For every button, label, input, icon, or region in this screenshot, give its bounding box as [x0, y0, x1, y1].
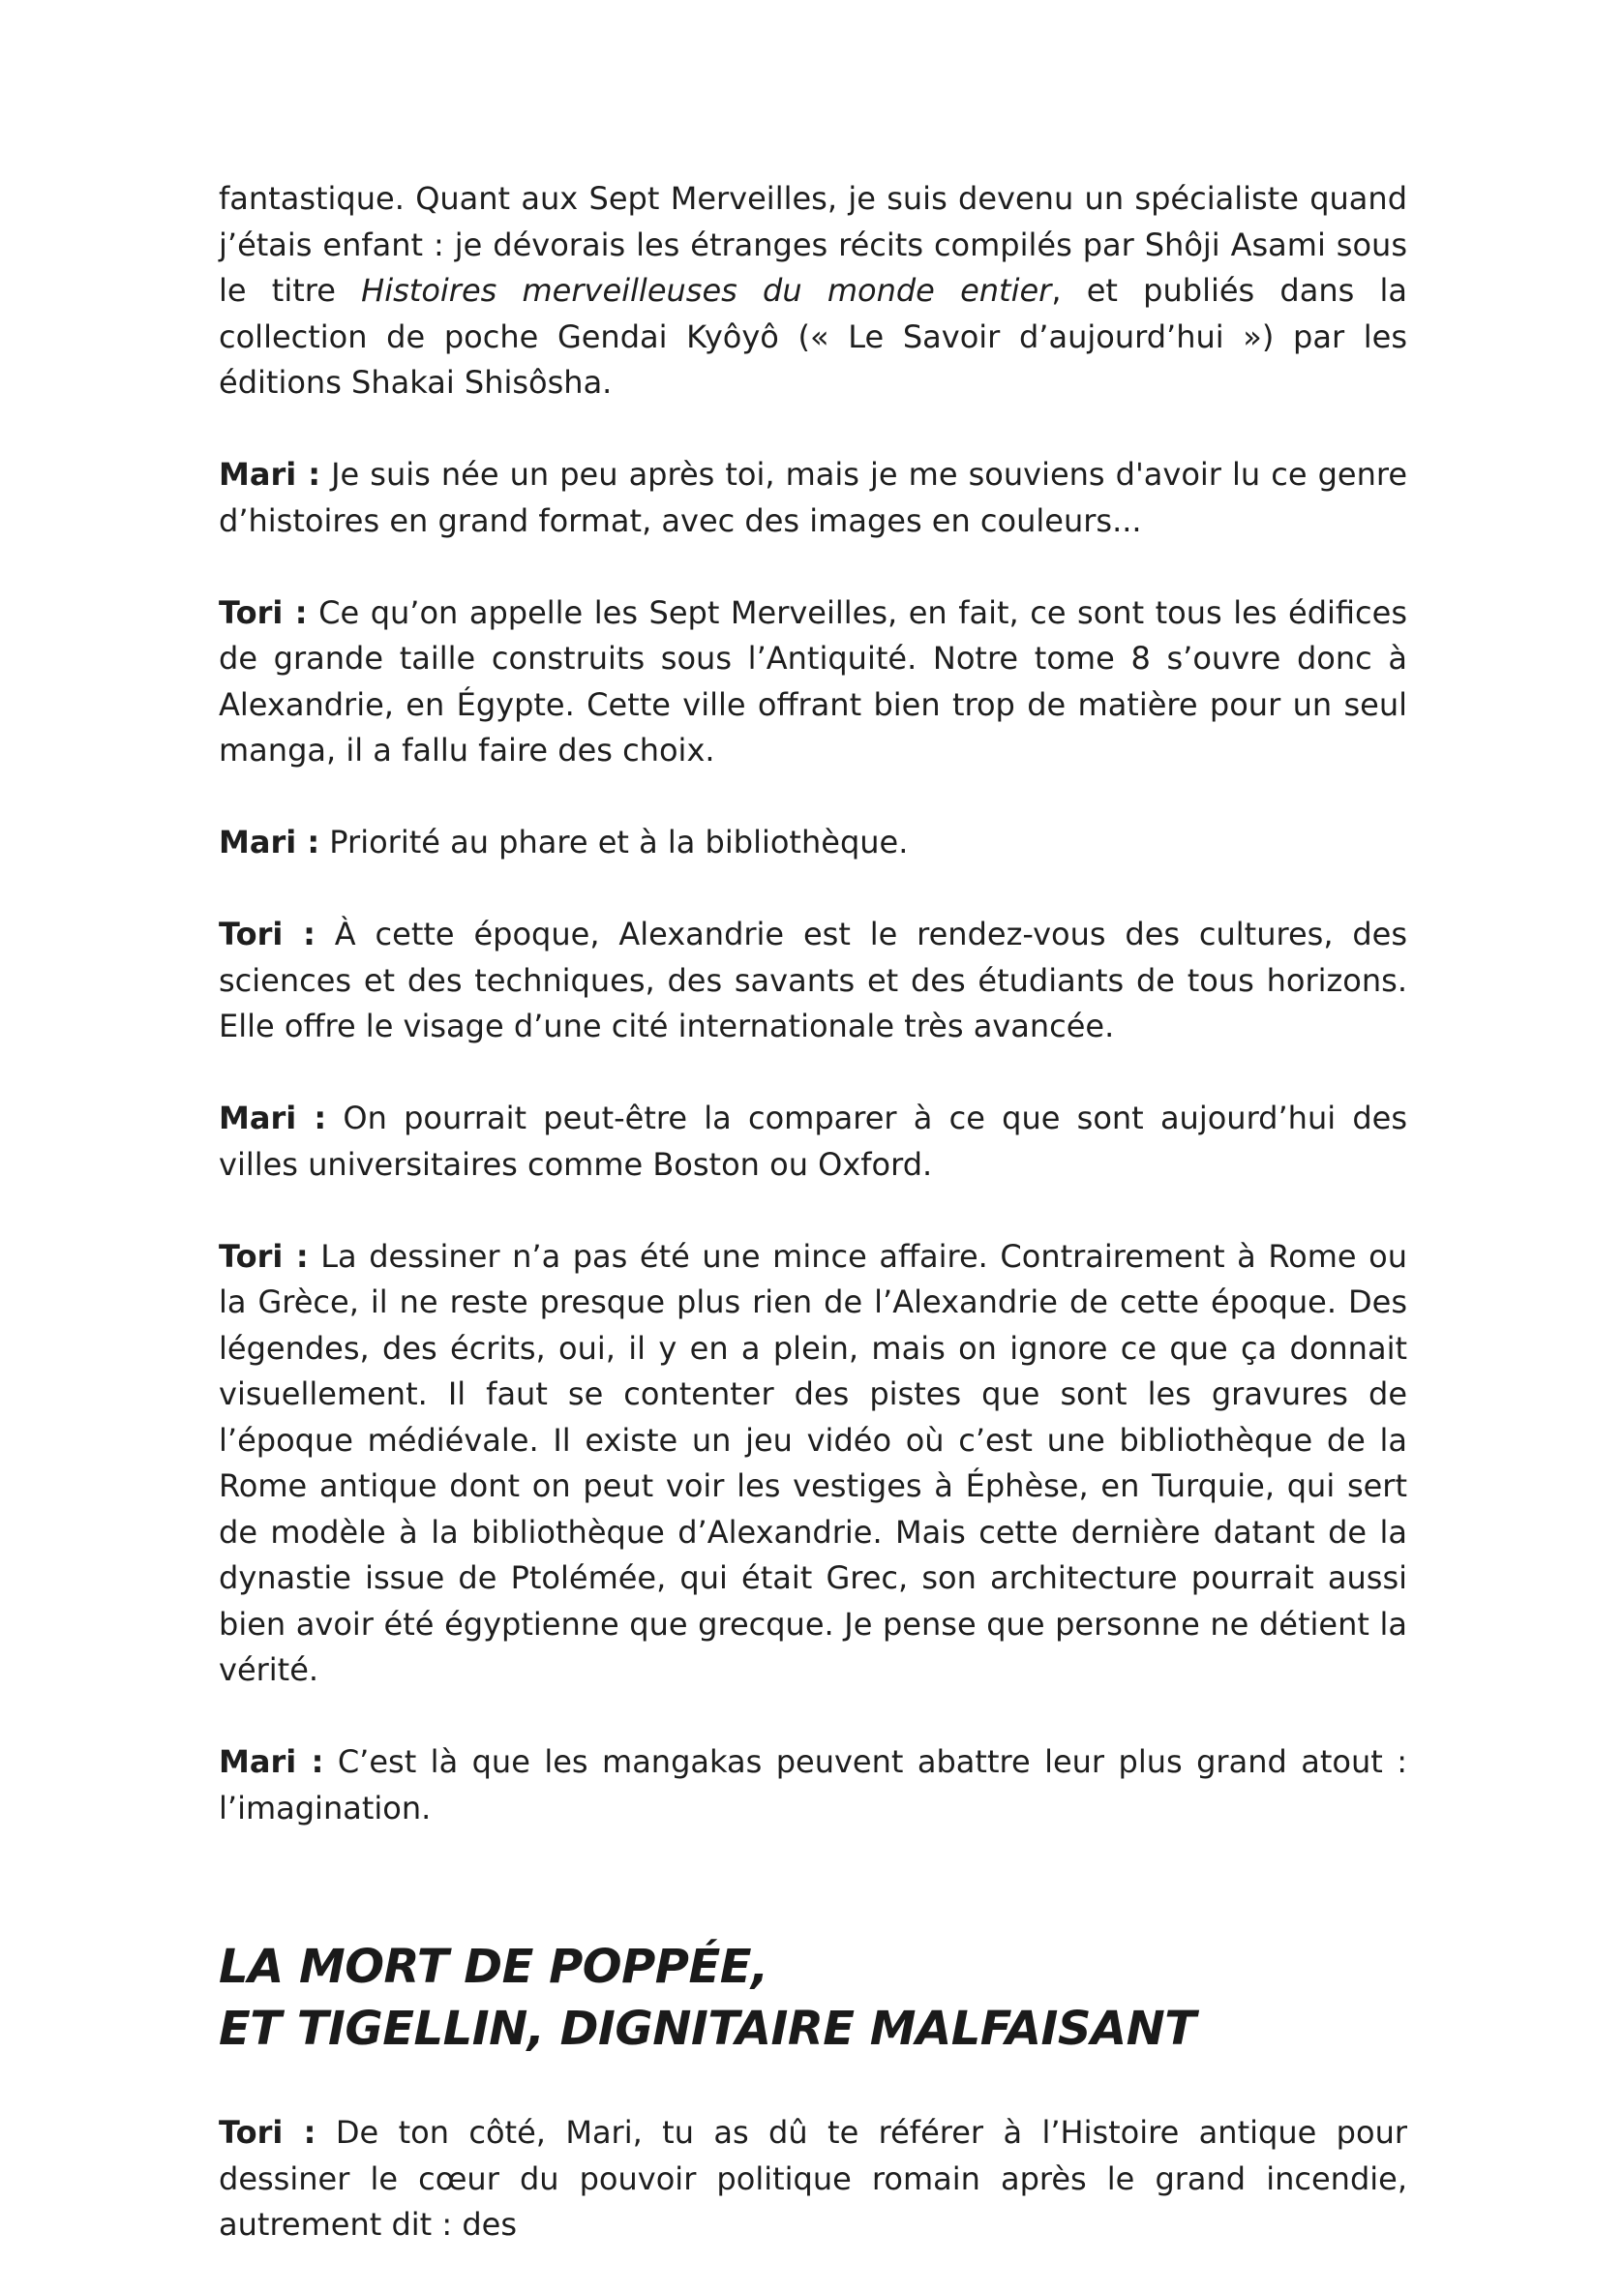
speaker-label: Tori : — [219, 916, 316, 952]
paragraph-text: Je suis née un peu après toi, mais je me souviens d'avoir lu ce genre d’histoires en grand format, avec des images en couleurs... — [219, 456, 1408, 539]
speaker-label: Mari : — [219, 1743, 324, 1780]
paragraph-text: À cette époque, Alexandrie est le rendez-vous des cultures, des sciences et des techniques, des savants et des étudiants de tous horizons. Elle offre le visage d’une cité internationale très avancée. — [219, 916, 1408, 1044]
dialogue-paragraph — [219, 176, 1407, 407]
paragraph-text: , et publiés dans la collection de poche Gendai Kyôyô (« Le Savoir d’aujourd’hui ») par les éditions Shakai Shisôsha. — [219, 272, 1408, 401]
paragraph-text: Ce qu’on appelle les Sept Merveilles, en fait, ce sont tous les édifices de grande taille construits sous l’Antiquité. Notre tome 8 s’ouvre donc à Alexandrie, en Égypte. Cette ville offrant bien trop de matière pour un seul manga, il a fallu faire des choix. — [219, 593, 1408, 769]
dialogue-paragraph — [219, 1096, 1407, 1188]
paragraph-text: On pourrait peut-être la comparer à ce que sont aujourd’hui des villes universitaires comme Boston ou Oxford. — [219, 1100, 1408, 1183]
final-paragraph — [219, 2110, 1407, 2249]
speaker-label: Mari : — [219, 456, 321, 493]
speaker-label: Tori : — [219, 1237, 309, 1275]
paragraph-text: Priorité au phare et à la bibliothèque. — [329, 824, 909, 860]
dialogue-paragraph — [219, 452, 1407, 544]
paragraph-text: C’est là que les mangakas peuvent abattre leur plus grand atout : l’imagination. — [219, 1743, 1408, 1826]
dialogue-paragraph — [219, 590, 1407, 774]
dialogue-paragraph — [219, 1739, 1407, 1831]
document-page — [219, 176, 1407, 2294]
dialogue-paragraph — [219, 820, 1407, 866]
dialogue-paragraph — [219, 912, 1407, 1050]
speaker-label: Tori : — [219, 2114, 316, 2151]
section-heading-line-2: ET TIGELLIN, DIGNITAIRE MALFAISANT — [219, 2002, 1196, 2056]
section-heading-line-1: LA MORT DE POPPÉE, — [219, 1940, 768, 1994]
book-title: Histoires merveilleuses du monde entier — [361, 272, 1052, 309]
paragraph-text: fantastique. Quant aux Sept Merveilles, je suis devenu un spécialiste quand j’étais enfant : je dévorais les étranges récits compilés par Shôji Asami sous le titre — [219, 180, 1407, 309]
speaker-label: Tori : — [219, 593, 308, 631]
paragraph-text: De ton côté, Mari, tu as dû te référer à l’Histoire antique pour dessiner le cœur du pouvoir politique romain après le grand incendie, autrement dit : des — [219, 2114, 1408, 2243]
section-heading — [219, 1936, 1407, 2060]
speaker-label: Mari : — [219, 824, 320, 860]
paragraph-text: La dessiner n’a pas été une mince affaire. Contrairement à Rome ou la Grèce, il ne reste presque plus rien de l’Alexandrie de cette époque. Des légendes, des écrits, oui, il y en a plein, mais on ignore ce que ça donnait visuellement. Il faut se contenter des pistes que sont les gravures de l’époque médiévale. Il existe un jeu vidéo où c’est une bibliothèque de la Rome antique dont on peut voir les vestiges à Éphèse, en Turquie, qui sert de modèle à la bibliothèque d’Alexandrie. Mais cette dernière datant de la dynastie issue de Ptolémée, qui était Grec, son architecture pourrait aussi bien avoir été égyptienne que grecque. Je pense que personne ne détient la vérité. — [219, 1237, 1408, 1688]
dialogue-paragraph — [219, 1234, 1407, 1694]
speaker-label: Mari : — [219, 1100, 327, 1136]
paragraph-list — [219, 176, 1407, 1831]
